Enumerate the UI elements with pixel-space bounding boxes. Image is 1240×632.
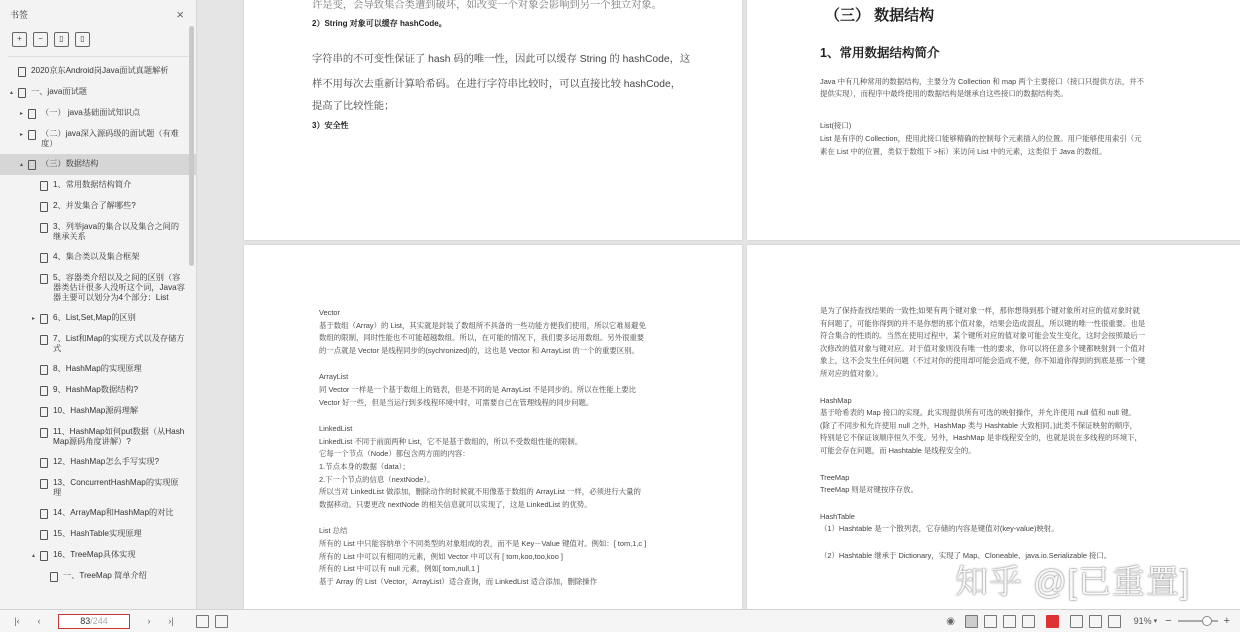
expand-arrow-icon[interactable]: ▸ [20, 132, 24, 138]
page-text: 基于哈希表的 Map 接口的实现。此实现提供所有可选的映射操作，并允许使用 null 值和 null 键。 [820, 408, 1136, 418]
page-text: (除了不同步和允许使用 null 之外，HashMap 类与 Hashtable 大致相同。)此类不保证映射的顺序， [820, 420, 1138, 430]
spacer [42, 571, 50, 572]
bookmark-item[interactable] [0, 524, 196, 545]
expand-arrow-icon[interactable]: ▸ [32, 316, 36, 322]
bookmark-panel-header [0, 0, 196, 28]
bookmark-label: 11、HashMap如何put数据（从HashMap源码角度讲解）? [53, 427, 185, 446]
spacer [32, 252, 40, 253]
bookmark-icon [50, 572, 58, 582]
bookmark-label: 16、TreeMap具体实现 [53, 550, 136, 559]
chevron-down-icon[interactable]: ▾ [1153, 618, 1158, 625]
page-top-right [747, 0, 1240, 240]
page-text: LinkedList [319, 424, 353, 434]
bookmark-item[interactable] [0, 124, 196, 154]
zoom-out-icon[interactable]: − [1165, 615, 1172, 627]
bookmark-item[interactable] [0, 217, 196, 247]
page-text: HashMap [820, 395, 852, 405]
bookmark-label: 一、TreeMap 简单介绍 [63, 571, 147, 580]
bookmark-item[interactable] [0, 247, 196, 268]
bookmark-item[interactable] [0, 154, 196, 175]
bookmark-label: （三）数据结构 [41, 159, 99, 168]
bookmark-label: 2、并发集合了解哪些? [53, 201, 136, 210]
page-text: 同 Vector 一样是一个基于数组上的链表，但是不同的是 ArrayList 不是同步的。所以在性能上要比 [319, 385, 636, 394]
bookmark-item[interactable] [0, 175, 196, 196]
bookmark-label: （二）java深入源码级的面试题（有难度） [41, 129, 179, 148]
bookmark-icon [40, 335, 48, 345]
page-text: Java 中有几种常用的数据结构，主要分为 Collection 和 map 两个主要接口（接口只提供方法，并不 [820, 77, 1144, 86]
bookmark-icon [40, 181, 48, 191]
bookmark-icon [40, 365, 48, 375]
document-viewer [197, 0, 1240, 609]
actual-size-icon[interactable] [1108, 615, 1121, 628]
remove-bookmark-icon[interactable]: ▯ [75, 32, 90, 47]
page-text: 次修改的值对象与键对应。对于值对象则没有唯一性的要求，你可以将任意多个键都映射到一个值对 [820, 343, 1146, 353]
page-text: 所有的 List 中可以有相同的元素，例如 Vector 中可以有 [ tom,koo,too,koo ] [319, 551, 563, 561]
spacer [32, 457, 40, 458]
spacer [32, 201, 40, 202]
page-heading: 3）安全性 [312, 121, 349, 130]
bookmark-label: 12、HashMap怎么手写实现? [53, 457, 160, 466]
fit-page-icon[interactable] [1089, 615, 1102, 628]
bookmark-icon [40, 223, 48, 233]
spacer [32, 427, 40, 428]
page-text: 符合集合的性质的。当然在使用过程中，某个键所对应的值对象可能会发生变化，这时会按照最后一 [820, 331, 1146, 341]
bookmark-label: 8、HashMap的实现原理 [53, 364, 142, 373]
bookmark-icon [40, 551, 48, 561]
page-text: 素在 List 中的位置，类似于数组下 >标）来访问 List 中的元素，这类似于 Java 的数组。 [820, 147, 1107, 156]
collapse-all-icon[interactable]: − [33, 32, 48, 47]
bookmark-icon [40, 479, 48, 489]
bookmark-label: 9、HashMap数据结构? [53, 385, 139, 394]
page-text: 所有的 List 中可以有 null 元素，例如[ tom,null,1 ] [319, 564, 480, 574]
bookmark-icon [40, 314, 48, 324]
bookmark-item[interactable] [0, 61, 196, 82]
eye-icon[interactable]: ◉ [946, 615, 955, 627]
collapse-arrow-icon[interactable]: ▴ [10, 90, 14, 96]
zoom-in-icon[interactable]: + [1223, 615, 1230, 627]
zoom-slider-handle[interactable] [1202, 616, 1212, 626]
page-text: 特别是它不保证该顺序恒久不变。另外，HashMap 是非线程安全的，也就是说在多线程的环境下， [820, 433, 1142, 443]
page-text: TreeMap [820, 472, 850, 482]
page-heading: 2）String 对象可以缓存 hashCode。 [312, 19, 447, 28]
spacer [32, 529, 40, 530]
bookmark-label: 2020京东Android岗Java面试真题解析 [31, 66, 169, 75]
bookmark-icon [40, 386, 48, 396]
page-text: 所以当对 LinkedList 做添加，删除动作的时候就不用像基于数组的 ArrayList 一样，必须进行大量的 [319, 487, 641, 497]
bookmark-item[interactable] [0, 545, 196, 566]
bookmark-item[interactable] [0, 566, 196, 587]
page-text: 它每一个节点（Node）都包含两方面的内容： [319, 449, 470, 459]
page-text: 象上，这不会发生任何问题（不过对你的使用却可能会造成不便，你不知道你得到的到底是那一个键 [820, 356, 1146, 366]
page-text: 许是变，会导致集合类遭到破坏，如改变一个对象会影响到另一个独立对象。 [312, 0, 663, 11]
page-title: （三） 数据结构 [825, 7, 935, 24]
page-text: 样不用每次去重新计算哈希码。在进行字符串比较时，可以直接比较 hashCode， [312, 79, 682, 90]
bookmark-panel-title: 书签 [10, 9, 29, 20]
page-text: ArrayList [319, 372, 349, 382]
bookmark-label: 14、ArrayMap和HashMap的对比 [53, 508, 174, 517]
page-bottom-left [244, 245, 742, 609]
add-bookmark-icon[interactable]: ▯ [54, 32, 69, 47]
page-text: 可能会存在问题，而 Hashtable 是线程安全的。 [820, 446, 976, 455]
bookmark-icon [40, 274, 48, 284]
spacer [32, 222, 40, 223]
spacer [32, 334, 40, 335]
page-text: List(接口) [820, 121, 852, 130]
page-text: 2.下一个节点的信息（nextNode）。 [319, 474, 435, 484]
page-text: Vector 好一些，但是当运行到多线程环境中时，可需要自己在管理线程的同步问题。 [319, 397, 594, 407]
play-icon[interactable] [1046, 615, 1059, 628]
page-text: 基于 Array 的 List（Vector，ArrayList）适合查询，而 LinkedList 适合添加，删除操作 [319, 576, 598, 586]
bookmark-label: 1、常用数据结构简介 [53, 180, 132, 189]
single-page-icon[interactable] [984, 615, 997, 628]
bookmark-label: （一） java基础面试知识点 [41, 108, 141, 117]
page-text: LinkedList 不同于前面两种 List，它不是基于数组的，所以不受数组性能的限制。 [319, 436, 583, 446]
bookmark-label: 13、ConcurrentHashMap的实现原理 [53, 478, 179, 497]
watermark: 知乎 @[已重置] [955, 563, 1191, 600]
page-text: 提供实现），而程序中最终使用的数据结构是继承自这些接口的数据结构类。 [820, 89, 1068, 98]
total-pages: /244 [90, 616, 108, 626]
spacer [32, 273, 40, 274]
sidebar-scrollbar[interactable] [189, 26, 194, 266]
bookmark-item[interactable] [0, 401, 196, 422]
bookmark-item[interactable] [0, 503, 196, 524]
bookmark-icon [28, 109, 36, 119]
current-page: 83 [80, 616, 91, 626]
page-text: 所对应的值对象）。 [820, 369, 883, 378]
bookmark-item[interactable] [0, 452, 196, 473]
page-text: 的一点就是 Vector 是线程同步的(sychronized)的，这也是 Vector 和 ArrayList 的一个的重要区别。 [319, 345, 639, 355]
bookmark-label: 3、列举java的集合以及集合之间的继承关系 [53, 222, 180, 241]
zoom-slider[interactable] [1178, 620, 1218, 622]
page-text: 基于数组（Array）的 List，其实就是封装了数组所不具备的一些功能方便我们使用，所以它难易避免 [319, 320, 646, 330]
bookmark-icon [40, 530, 48, 540]
spacer [32, 478, 40, 479]
bookmark-item[interactable] [0, 268, 196, 308]
bookmark-icon [28, 130, 36, 140]
bookmark-label: 10、HashMap源码理解 [53, 406, 139, 415]
bookmark-toolbar [0, 28, 196, 50]
insert-icon[interactable] [215, 615, 228, 628]
page-number-input[interactable] [58, 614, 130, 629]
page-subtitle: 1、常用数据结构简介 [820, 46, 940, 60]
bookmark-tree [0, 61, 196, 587]
spacer [32, 364, 40, 365]
bookmark-item[interactable] [0, 329, 196, 359]
first-page-icon[interactable]: |‹ [14, 616, 20, 626]
page-text: 提高了比较性能； [312, 101, 395, 112]
page-text: List 是有序的 Collection，使用此接口能够精确的控制每个元素插入的位置。用户能够使用索引（元 [820, 134, 1142, 143]
page-text: （1）Hashtable 是一个散列表，它存储的内容是键值对(key-value)映射。 [820, 524, 1059, 534]
bookmark-item[interactable] [0, 359, 196, 380]
bookmark-icon [18, 67, 26, 77]
bookmark-label: 6、List,Set,Map的区别 [53, 313, 136, 322]
bookmark-item[interactable] [0, 196, 196, 217]
rotate-icon[interactable] [196, 615, 209, 628]
page-text: Vector [319, 308, 340, 317]
bookmark-item[interactable] [0, 473, 196, 503]
bookmark-label: 7、List和Map的实现方式以及存储方式 [53, 334, 185, 353]
collapse-arrow-icon[interactable]: ▴ [20, 162, 24, 168]
bookmark-item[interactable] [0, 82, 196, 103]
page-text: List 总结 [319, 526, 348, 536]
bookmark-label: 一、java面试题 [31, 87, 87, 96]
page-text: 数据移动。只要更改 nextNode 的相关信息就可以实现了，这是 LinkedList 的优势。 [319, 499, 592, 509]
page-text: （2）Hashtable 继承于 Dictionary，实现了 Map、Cloneable、java.io.Serializable 接口。 [820, 551, 1112, 560]
bookmark-icon [40, 253, 48, 263]
page-text: HashTable [820, 511, 855, 521]
close-icon[interactable]: × [176, 6, 184, 22]
bookmark-icon [40, 428, 48, 438]
divider [8, 56, 188, 57]
last-page-icon[interactable]: ›| [168, 616, 174, 626]
bookmark-item[interactable] [0, 103, 196, 124]
spacer [32, 508, 40, 509]
bookmark-item[interactable] [0, 380, 196, 401]
spacer [10, 66, 18, 67]
dual-page-icon[interactable] [965, 615, 978, 628]
bookmark-panel [0, 0, 197, 609]
fit-width-icon[interactable] [1070, 615, 1083, 628]
page-text: 有问题了，可能你得到的并不是你想的那个值对象，结果会造成混乱，所以键的唯一性很重要。也是 [820, 318, 1146, 328]
bookmark-icon [40, 407, 48, 417]
bookmark-label: 5、容器类介绍以及之间的区别（容器类估计很多人没听这个词，Java容器主要可以划分为4个部分：List [53, 273, 185, 302]
bookmark-item[interactable] [0, 308, 196, 329]
bookmark-icon [28, 160, 36, 170]
spacer [32, 180, 40, 181]
expand-all-icon[interactable]: + [12, 32, 27, 47]
bookmark-item[interactable] [0, 422, 196, 452]
status-bar [0, 609, 1240, 632]
bookmark-label: 15、HashTable实现原理 [53, 529, 142, 538]
page-text: 1.节点本身的数据（data）； [319, 462, 410, 471]
bookmark-icon [40, 509, 48, 519]
page-text: TreeMap 则是对键按序存放。 [820, 485, 918, 495]
page-text: 是为了保持查找结果的一致性;如果有两个键对象一样，那你想得到那个键对象所对应的值对象时就 [820, 306, 1140, 315]
next-page-icon[interactable]: › [147, 616, 151, 626]
bookmark-label: 4、集合类以及集合框架 [53, 252, 140, 261]
zoom-level[interactable]: 91% [1133, 616, 1152, 626]
page-text: 所有的 List 中只能容纳单个不同类型的对象组成的表，而不是 Key－Value 键值对。例如：[ tom,1,c ] [319, 539, 647, 548]
continuous-icon[interactable] [1003, 615, 1016, 628]
bookmark-icon [18, 88, 26, 98]
bookmark-icon [40, 202, 48, 212]
book-view-icon[interactable] [1022, 615, 1035, 628]
spacer [32, 385, 40, 386]
spacer [32, 406, 40, 407]
page-bottom-right [747, 245, 1240, 609]
bookmark-icon [40, 458, 48, 468]
page-top-left [244, 0, 742, 240]
page-text: 数组的限制，同时性能也不可能超越数组。所以，在可能的情况下，我们要多运用数组。另外很重要 [319, 333, 645, 343]
prev-page-icon[interactable]: ‹ [37, 616, 41, 626]
expand-arrow-icon[interactable]: ▸ [20, 111, 24, 117]
page-text: 字符串的不可变性保证了 hash 码的唯一性，因此可以缓存 String 的 hashCode，这 [312, 54, 691, 65]
collapse-arrow-icon[interactable]: ▴ [32, 553, 36, 559]
